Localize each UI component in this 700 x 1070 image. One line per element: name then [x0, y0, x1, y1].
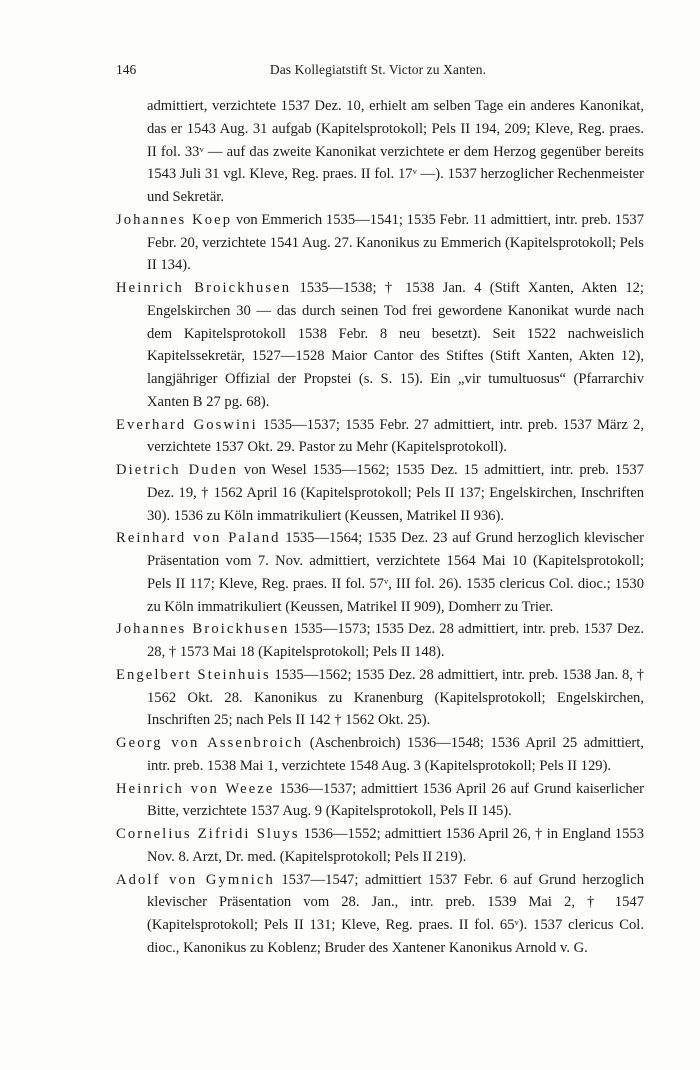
entry-name: Dietrich Duden — [116, 462, 239, 478]
entry-name: Everhard Goswini — [116, 416, 258, 433]
entry-name: Adolf von Gymnich — [116, 871, 275, 888]
entry-text: 1535—1537; 1535 Febr. 27 admittiert, intr. preb. 1537 März 2, verzichtete 1537 Okt. 29. Pastor zu Mehr (Kapitelsprotokoll). — [147, 416, 644, 456]
entry-name: Johannes Koep — [116, 211, 233, 228]
entry-text: 1535—1573; 1535 Dez. 28 admittiert, intr. preb. 1537 Dez. 28, † 1573 Mai 18 (Kapitelsprotokoll; Pels II 148). — [147, 621, 644, 660]
entry-text: admittiert, verzichtete 1537 Dez. 10, erhielt am selben Tage ein anderes Kanonikat, das er 1543 Aug. 31 aufgab (Kapitelsprotokoll; Pels II 194, 209; Kleve, Reg. praes. II fol. 33ᵛ — auf das zweite Kanonikat verzichtete er dem Herzog gegenüber bereits 1543 Juli 31 vgl. Kleve, Reg. praes. II fol. 17ᵛ —). 1537 herzoglicher Rechenmeister und Sekretär. — [147, 98, 644, 205]
entry — [116, 277, 644, 414]
entry — [116, 869, 644, 960]
entry-name: Johannes Broickhusen — [116, 621, 290, 638]
entry — [116, 618, 644, 664]
entry-name: Georg von Assenbroich — [116, 735, 304, 751]
entry — [116, 664, 644, 732]
entry — [116, 527, 644, 618]
entry-text: 1536—1552; admittiert 1536 April 26, † in England 1553 Nov. 8. Arzt, Dr. med. (Kapitelsprotokoll; Pels II 219). — [147, 826, 644, 865]
running-title: Das Kollegiatstift St. Victor zu Xanten. — [269, 62, 487, 77]
entry-text: (Aschenbroich) 1536—1548; 1536 April 25 admittiert, intr. preb. 1538 Mai 1, verzichtete 1548 Aug. 3 (Kapitelsprotokoll; Pels II 129). — [147, 735, 644, 774]
entry — [116, 778, 644, 824]
page-header — [116, 62, 640, 82]
page-body — [116, 95, 644, 960]
entry — [116, 414, 644, 460]
entry-text: von Emmerich 1535—1541; 1535 Febr. 11 admittiert, intr. preb. 1537 Febr. 20, verzichtete 1541 Aug. 27. Kanonikus zu Emmerich (Kapitelsprotokoll; Pels II 134). — [147, 211, 644, 274]
entry — [116, 732, 644, 778]
entry-text: 1535—1562; 1535 Dez. 28 admittiert, intr. preb. 1538 Jan. 8, † 1562 Okt. 28. Kanonikus zu Kranenburg (Kapitelsprotokoll; Engelskirchen, Inschriften 25; nach Pels II 142 † 1562 Okt. 25). — [147, 666, 644, 729]
entry — [116, 459, 644, 527]
entry-name: Engelbert Steinhuis — [116, 666, 271, 683]
entry-text: 1536—1537; admittiert 1536 April 26 auf Grund kaiserlicher Bitte, verzichtete 1537 Aug. 9 (Kapitelsprotokoll, Pels II 145). — [147, 780, 645, 820]
entry-text: 1537—1547; admittiert 1537 Febr. 6 auf Grund herzoglich klevischer Präsentation vom 28. Jan., intr. preb. 1539 Mai 2, † 1547 (Kapitelsprotokoll; Pels II 131; Kleve, Reg. praes. II fol. 65ᵛ). 1537 clericus Col. dioc., Kanonikus zu Koblenz; Bruder des Xantener Kanonikus Arnold v. G. — [147, 871, 644, 956]
entry-text: von Wesel 1535—1562; 1535 Dez. 15 admittiert, intr. preb. 1537 Dez. 19, † 1562 April 16 (Kapitelsprotokoll; Pels II 137; Engelskirchen, Inschriften 30). 1536 zu Köln immatrikuliert (Keussen, Matrikel II 936). — [147, 462, 644, 524]
page-number: 146 — [116, 62, 137, 77]
entry-name: Heinrich Broickhusen — [116, 280, 292, 296]
entry-name: Heinrich von Weeze — [116, 780, 275, 797]
entry-continued — [116, 95, 644, 209]
entry-name: Cornelius Zifridi Sluys — [116, 826, 300, 842]
entry-text: 1535—1538; † 1538 Jan. 4 (Stift Xanten, Akten 12; Engelskirchen 30 — das durch seinen Tod frei gewordene Kanonikat wurde nach dem Kapitelsprotokoll 1538 Febr. 8 neu besetzt). Seit 1522 nachweislich Kapitelssekretär, 1527—1528 Maior Cantor des Stiftes (Stift Xanten, Akten 12), langjähriger Offizial der Propstei (s. S. 15). Ein „vir tumultuosus“ (Pfarrarchiv Xanten B 27 pg. 68). — [147, 280, 644, 410]
entry — [116, 823, 644, 869]
entry-text: 1535—1564; 1535 Dez. 23 auf Grund herzoglich klevischer Präsentation vom 7. Nov. admittiert, verzichtete 1564 Mai 10 (Kapitelsprotokoll; Pels II 117; Kleve, Reg. praes. II fol. 57ᵛ, III fol. 26). 1535 clericus Col. dioc.; 1530 zu Köln immatrikuliert (Keussen, Matrikel II 909), Domherr zu Trier. — [147, 530, 644, 615]
entry-name: Reinhard von Paland — [116, 530, 281, 547]
entry — [116, 209, 644, 277]
